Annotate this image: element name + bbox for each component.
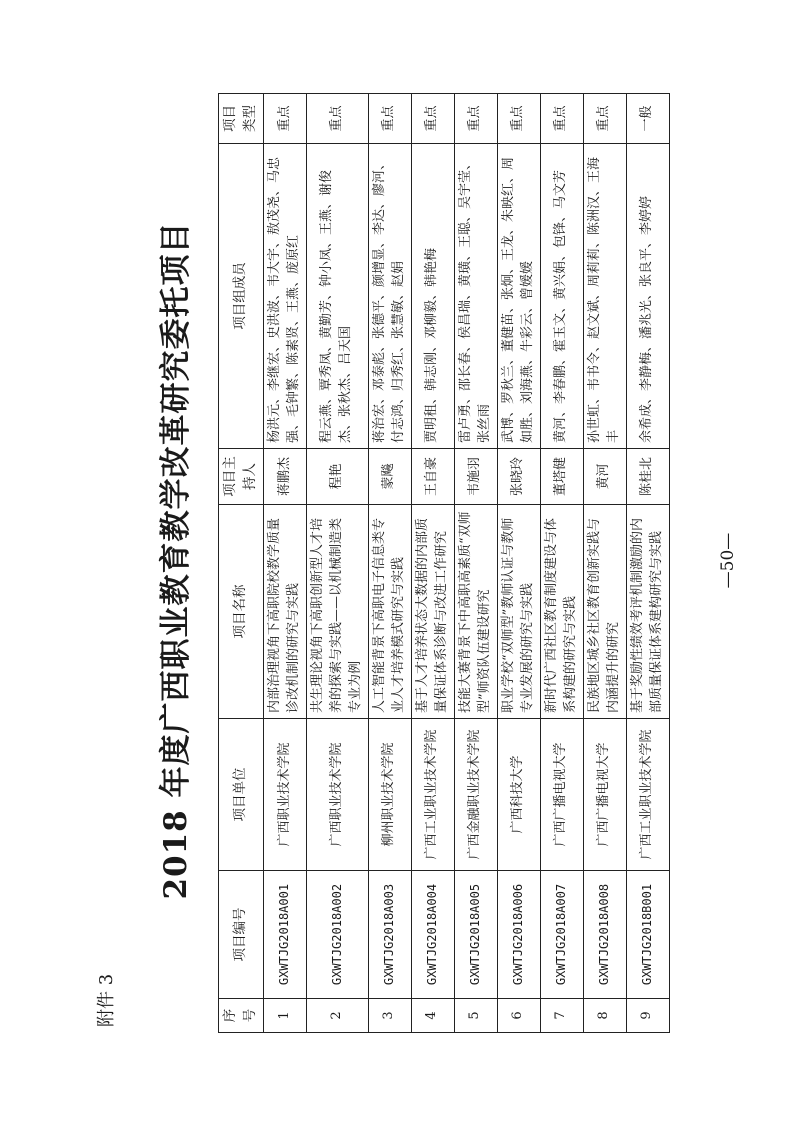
cell-type: 重点 bbox=[307, 94, 369, 144]
cell-name: 人工智能背景下高职电子信息类专业人才培养模式研究与实践 bbox=[368, 505, 411, 719]
cell-seq: 6 bbox=[497, 999, 540, 1033]
document-title: 2018 年度广西职业教育教学改革研究委托项目 bbox=[158, 221, 194, 900]
header-leader: 项目主持人 bbox=[219, 449, 264, 505]
table-row bbox=[264, 94, 307, 1033]
cell-leader: 董塔健 bbox=[540, 449, 583, 505]
cell-type: 重点 bbox=[540, 94, 583, 144]
cell-code: GXWTJG2018A008 bbox=[583, 871, 626, 999]
cell-seq: 4 bbox=[411, 999, 454, 1033]
cell-members: 贾明租、韩志刚、邓柳毅、韩艳梅 bbox=[411, 144, 454, 449]
cell-seq: 3 bbox=[368, 999, 411, 1033]
cell-unit: 广西广播电视大学 bbox=[583, 719, 626, 871]
header-members: 项目组成员 bbox=[219, 144, 264, 449]
cell-seq: 8 bbox=[583, 999, 626, 1033]
cell-type: 重点 bbox=[583, 94, 626, 144]
table-row bbox=[540, 94, 583, 1033]
cell-type: 一般 bbox=[626, 94, 669, 144]
header-name: 项目名称 bbox=[219, 505, 264, 719]
cell-name: 共生理论视角下高职创新型人才培养的探索与实践——以机械制造类专业为例 bbox=[307, 505, 369, 719]
cell-members: 雷卢勇、邵长春、侯昌瑞、黄璜、王聪、吴宇莹、张丝雨 bbox=[454, 144, 497, 449]
cell-members: 余希成、李静梅、潘兆光、张良平、李婷婷 bbox=[626, 144, 669, 449]
header-type: 项目类型 bbox=[219, 94, 264, 144]
cell-members: 黄河、李春鹏、霍玉文、黄兴娟、包锋、马文芳 bbox=[540, 144, 583, 449]
cell-type: 重点 bbox=[454, 94, 497, 144]
cell-code: GXWTJG2018A007 bbox=[540, 871, 583, 999]
table-row bbox=[583, 94, 626, 1033]
cell-seq: 5 bbox=[454, 999, 497, 1033]
cell-unit: 广西职业技术学院 bbox=[307, 719, 369, 871]
header-seq: 序号 bbox=[219, 999, 264, 1033]
table-row bbox=[454, 94, 497, 1033]
cell-seq: 9 bbox=[626, 999, 669, 1033]
cell-members: 杨洪元、李继宏、史洪波、韦大宇、敖茂尧、马忠强、毛钟繁、陈素贤、王燕、庞原红 bbox=[264, 144, 307, 449]
table-row bbox=[497, 94, 540, 1033]
page-number: —50— bbox=[718, 532, 738, 589]
cell-name: 民族地区城乡社区教育创新实践与内涵提升的研究 bbox=[583, 505, 626, 719]
cell-name: 内部治理视角下高职院校教学质量诊改机制的研究与实践 bbox=[264, 505, 307, 719]
table-row bbox=[307, 94, 369, 1033]
cell-unit: 广西职业技术学院 bbox=[264, 719, 307, 871]
cell-name: 技能大赛背景下中高职高素质“双师型”师资队伍建设研究 bbox=[454, 505, 497, 719]
cell-name: 基于人才培养状态大数据的内部质量保证体系诊断与改进工作研究 bbox=[411, 505, 454, 719]
cell-code: GXWTJG2018A001 bbox=[264, 871, 307, 999]
cell-name: 新时代广西社区教育制度建设与体系构建的研究与实践 bbox=[540, 505, 583, 719]
cell-members: 孙世虹、韦书令、赵文斌、周莉莉、陈洲汉、王海丰 bbox=[583, 144, 626, 449]
cell-unit: 广西工业职业技术学院 bbox=[411, 719, 454, 871]
table-row bbox=[368, 94, 411, 1033]
cell-leader: 王自豪 bbox=[411, 449, 454, 505]
header-unit: 项目单位 bbox=[219, 719, 264, 871]
cell-leader: 黄河 bbox=[583, 449, 626, 505]
cell-type: 重点 bbox=[368, 94, 411, 144]
cell-unit: 广西金融职业技术学院 bbox=[454, 719, 497, 871]
cell-code: GXWTJG2018A005 bbox=[454, 871, 497, 999]
cell-code: GXWTJG2018A006 bbox=[497, 871, 540, 999]
cell-code: GXWTJG2018A004 bbox=[411, 871, 454, 999]
cell-seq: 2 bbox=[307, 999, 369, 1033]
cell-code: GXWTJG2018A002 bbox=[307, 871, 369, 999]
header-code: 项目编号 bbox=[219, 871, 264, 999]
cell-leader: 程艳 bbox=[307, 449, 369, 505]
cell-type: 重点 bbox=[411, 94, 454, 144]
cell-unit: 柳州职业技术学院 bbox=[368, 719, 411, 871]
cell-name: 基于奖励性绩效考评机制激励的内部质量保证体系建构研究与实践 bbox=[626, 505, 669, 719]
cell-code: GXWTJG2018B001 bbox=[626, 871, 669, 999]
cell-seq: 1 bbox=[264, 999, 307, 1033]
cell-name: 职业学校“双师型”教师认证与教师专业发展的研究与实践 bbox=[497, 505, 540, 719]
cell-unit: 广西科技大学 bbox=[497, 719, 540, 871]
cell-unit: 广西工业职业技术学院 bbox=[626, 719, 669, 871]
cell-members: 武博、罗秋兰、董健苗、张炯、王龙、朱映红、周如胜、刘海燕、牛彩云、曾媛媛 bbox=[497, 144, 540, 449]
cell-members: 蒋治宏、邓泰彪、张德平、颜增显、李达、廖河、付志鸿、归秀红、张慧敏、赵娟 bbox=[368, 144, 411, 449]
projects-table bbox=[218, 93, 670, 1033]
cell-leader: 蒋鹏杰 bbox=[264, 449, 307, 505]
cell-code: GXWTJG2018A003 bbox=[368, 871, 411, 999]
table-row bbox=[411, 94, 454, 1033]
cell-unit: 广西广播电视大学 bbox=[540, 719, 583, 871]
cell-members: 程云燕、覃秀凤、黄勤芳、钟小凤、王燕、谢俊杰、张秋杰、吕天国 bbox=[307, 144, 369, 449]
cell-leader: 张晓玲 bbox=[497, 449, 540, 505]
table-header-row bbox=[219, 94, 264, 1033]
cell-leader: 蒙飚 bbox=[368, 449, 411, 505]
cell-type: 重点 bbox=[497, 94, 540, 144]
cell-seq: 7 bbox=[540, 999, 583, 1033]
cell-leader: 韦施羽 bbox=[454, 449, 497, 505]
attachment-label: 附件 3 bbox=[96, 973, 117, 1027]
cell-type: 重点 bbox=[264, 94, 307, 144]
table-row bbox=[626, 94, 669, 1033]
cell-leader: 陈桂北 bbox=[626, 449, 669, 505]
